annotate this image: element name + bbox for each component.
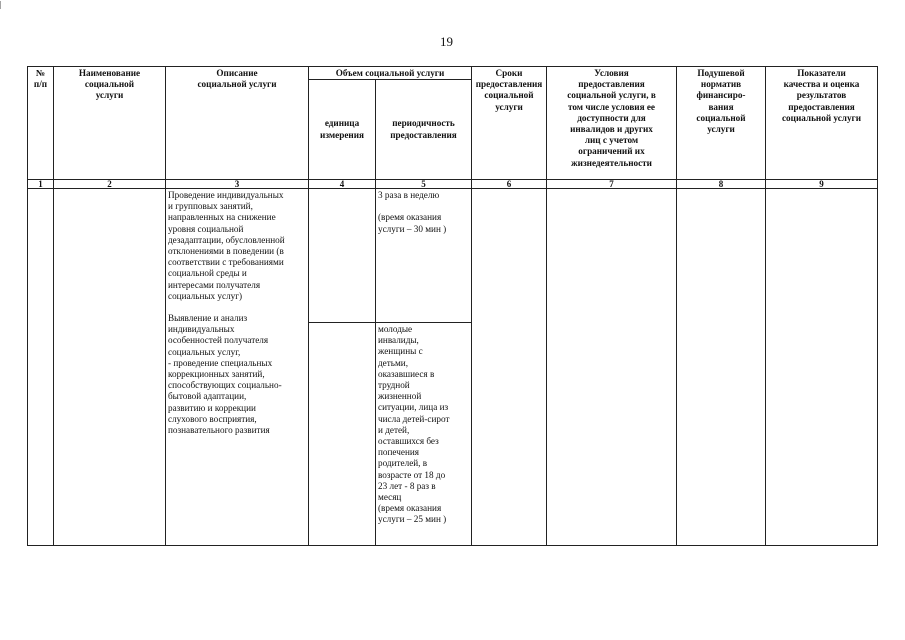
cell-standard <box>677 189 766 546</box>
table-row <box>28 189 878 323</box>
header-description: Описание социальной услуги <box>166 67 309 180</box>
cell-description <box>166 189 309 546</box>
cell-num <box>28 189 54 546</box>
cell-quality <box>766 189 878 546</box>
cell-name <box>54 189 166 546</box>
cell-unit-2 <box>309 323 376 546</box>
column-number: 8 <box>677 180 766 189</box>
header-num: № п/п <box>28 67 54 180</box>
social-services-table <box>27 66 878 546</box>
description-part-2: Выявление и анализ индивидуальных особенностей получателя социальных услуг, - проведение специальных коррекционных занятий, способствующих социально- бытовой адаптации, развитию и коррекции слухового восприятия, познавательного развития <box>168 313 282 436</box>
header-volume-group: Объем социальной услуги <box>309 67 472 80</box>
column-number: 9 <box>766 180 878 189</box>
column-number: 2 <box>54 180 166 189</box>
column-number: 5 <box>376 180 472 189</box>
header-standard: Подушевой норматив финансиро- вания социальной услуги <box>677 67 766 180</box>
cell-unit-1 <box>309 189 376 323</box>
column-number-row <box>28 180 878 189</box>
column-number: 3 <box>166 180 309 189</box>
cell-periodicity-2: молодые инвалиды, женщины с детьми, оказавшиеся в трудной жизненной ситуации, лица из числа детей-сирот и детей, оставшихся без попечения родителей, в возрасте от 18 до 23 лет - 8 раз в месяц (время оказания услуги – 25 мин ) <box>376 323 472 546</box>
cell-periodicity-1: 3 раза в неделю (время оказания услуги – 30 мин ) <box>376 189 472 323</box>
header-conditions: Условия предоставления социальной услуги, в том числе условия ее доступности для инвалидов и других лиц с учетом ограничений их жизнедеятельности <box>547 67 677 180</box>
header-quality: Показатели качества и оценка результатов предоставления социальной услуги <box>766 67 878 180</box>
header-terms: Сроки предоставления социальной услуги <box>472 67 547 180</box>
corner-mark: | <box>0 0 2 9</box>
header-name: Наименование социальной услуги <box>54 67 166 180</box>
header-unit: единица измерения <box>309 80 376 180</box>
column-number: 7 <box>547 180 677 189</box>
page-number: 19 <box>440 34 453 49</box>
cell-terms <box>472 189 547 546</box>
cell-conditions <box>547 189 677 546</box>
column-number: 6 <box>472 180 547 189</box>
column-number: 1 <box>28 180 54 189</box>
column-number: 4 <box>309 180 376 189</box>
description-part-1: Проведение индивидуальных и групповых занятий, направленных на снижение уровня социальной дезадаптации, обусловленной отклонениями в поведении (в соответствии с требованиями социальной среды и интересами получателя социальных услуг) <box>168 190 285 301</box>
header-periodicity: периодичность предоставления <box>376 80 472 180</box>
